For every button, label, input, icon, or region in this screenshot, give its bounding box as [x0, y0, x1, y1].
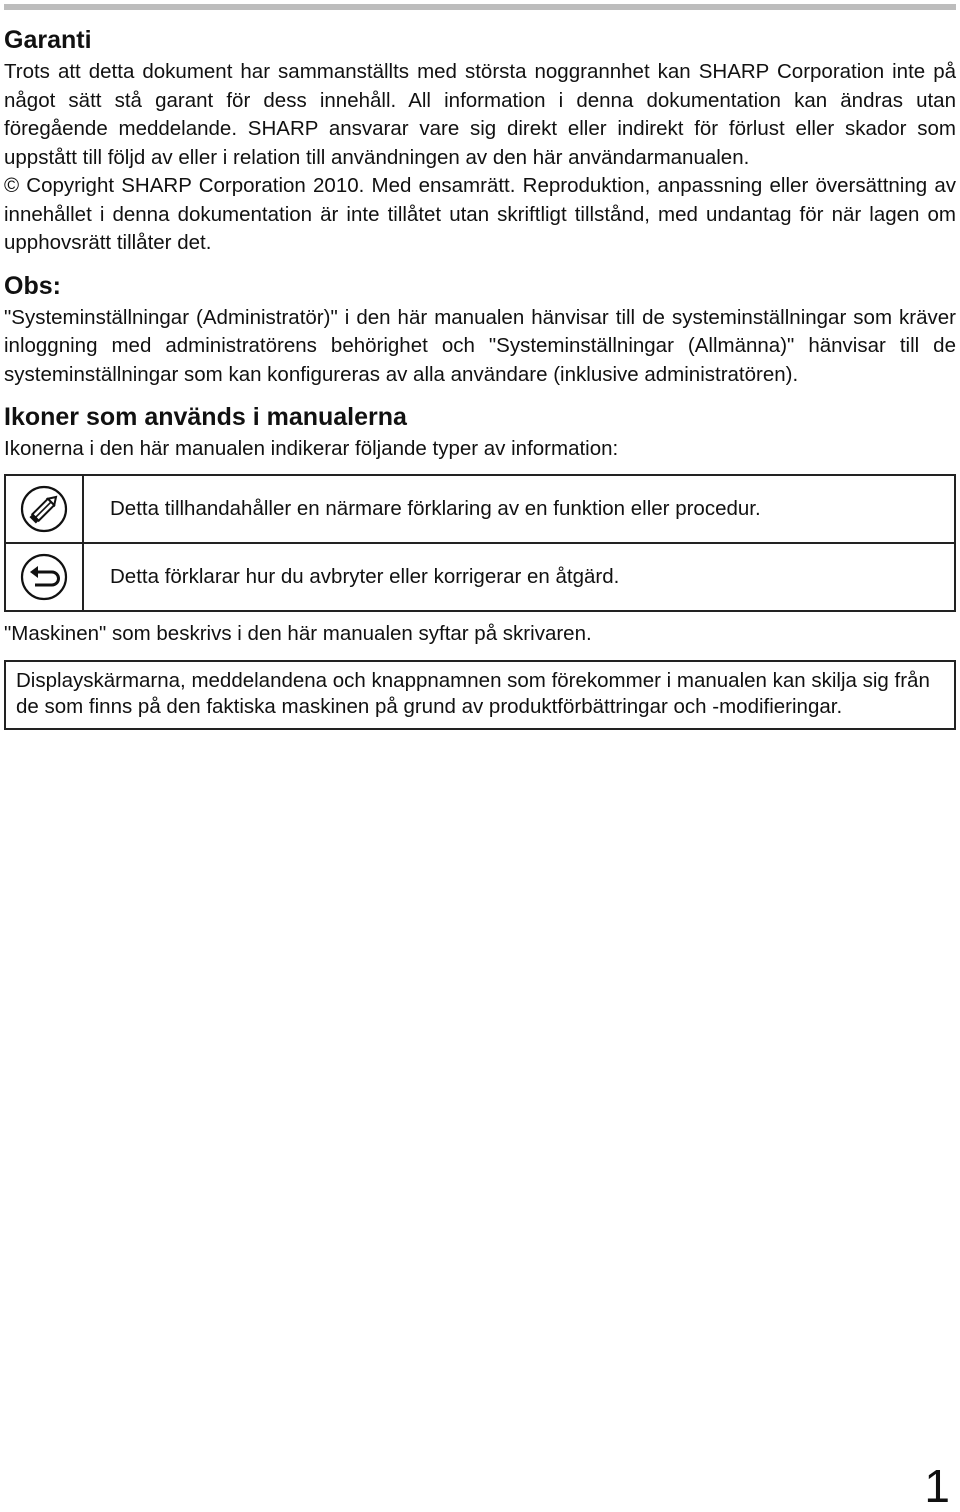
page-number: 1 [924, 1460, 950, 1512]
icons-section-intro: Ikonerna i den här manualen indikerar följande typer av information: [4, 437, 619, 460]
pencil-note-icon [19, 484, 69, 534]
machine-note: "Maskinen" som beskrivs i den här manualen syftar på skrivaren. [4, 621, 592, 645]
icon-description: Detta förklarar hur du avbryter eller korrigerar en åtgärd. [83, 543, 955, 611]
icon-description: Detta tillhandahåller en närmare förklaring av en funktion eller procedur. [83, 475, 955, 543]
icon-cell [5, 475, 83, 543]
icon-legend-table [4, 474, 956, 612]
icons-section-heading: Ikoner som används i manualerna [4, 403, 407, 431]
icon-cell [5, 543, 83, 611]
document-content [4, 22, 956, 730]
obs-heading: Obs: [4, 271, 61, 300]
guarantee-heading: Garanti [4, 26, 92, 54]
obs-paragraph: "Systeminställningar (Administratör)" i den här manualen hänvisar till de systeminställningar som kräver inloggning med administratörens behörighet och "Systeminställningar (Allmänna)" hänvisar till de systeminställningar som kan konfigureras av alla användare (inklusive administratören). [4, 305, 956, 386]
copyright-paragraph: © Copyright SHARP Corporation 2010. Med ensamrätt. Reproduktion, anpassning eller översättning av innehållet i denna dokumentation är inte tillåtet utan skriftligt tillstånd, med undantag för när lagen om upphovsrätt tillåter det. [4, 174, 956, 254]
notice-box: Displayskärmarna, meddelandena och knappnamnen som förekommer i manualen kan skilja sig från de som finns på den faktiska maskinen på grund av produktförbättringar och -modifieringar. [4, 660, 956, 730]
table-row [5, 475, 955, 543]
table-row [5, 543, 955, 611]
top-rule [4, 4, 956, 10]
return-arrow-icon [19, 552, 69, 602]
guarantee-paragraph: Trots att detta dokument har sammanställts med största noggrannhet kan SHARP Corporation inte på något sätt stå garant för dess innehåll. All information i denna dokumentation kan ändras utan föregående meddelande. SHARP ansvarar vare sig direkt eller indirekt för förlust eller skador som uppstått till följd av eller i relation till användningen av den här användarmanualen. [4, 60, 956, 169]
